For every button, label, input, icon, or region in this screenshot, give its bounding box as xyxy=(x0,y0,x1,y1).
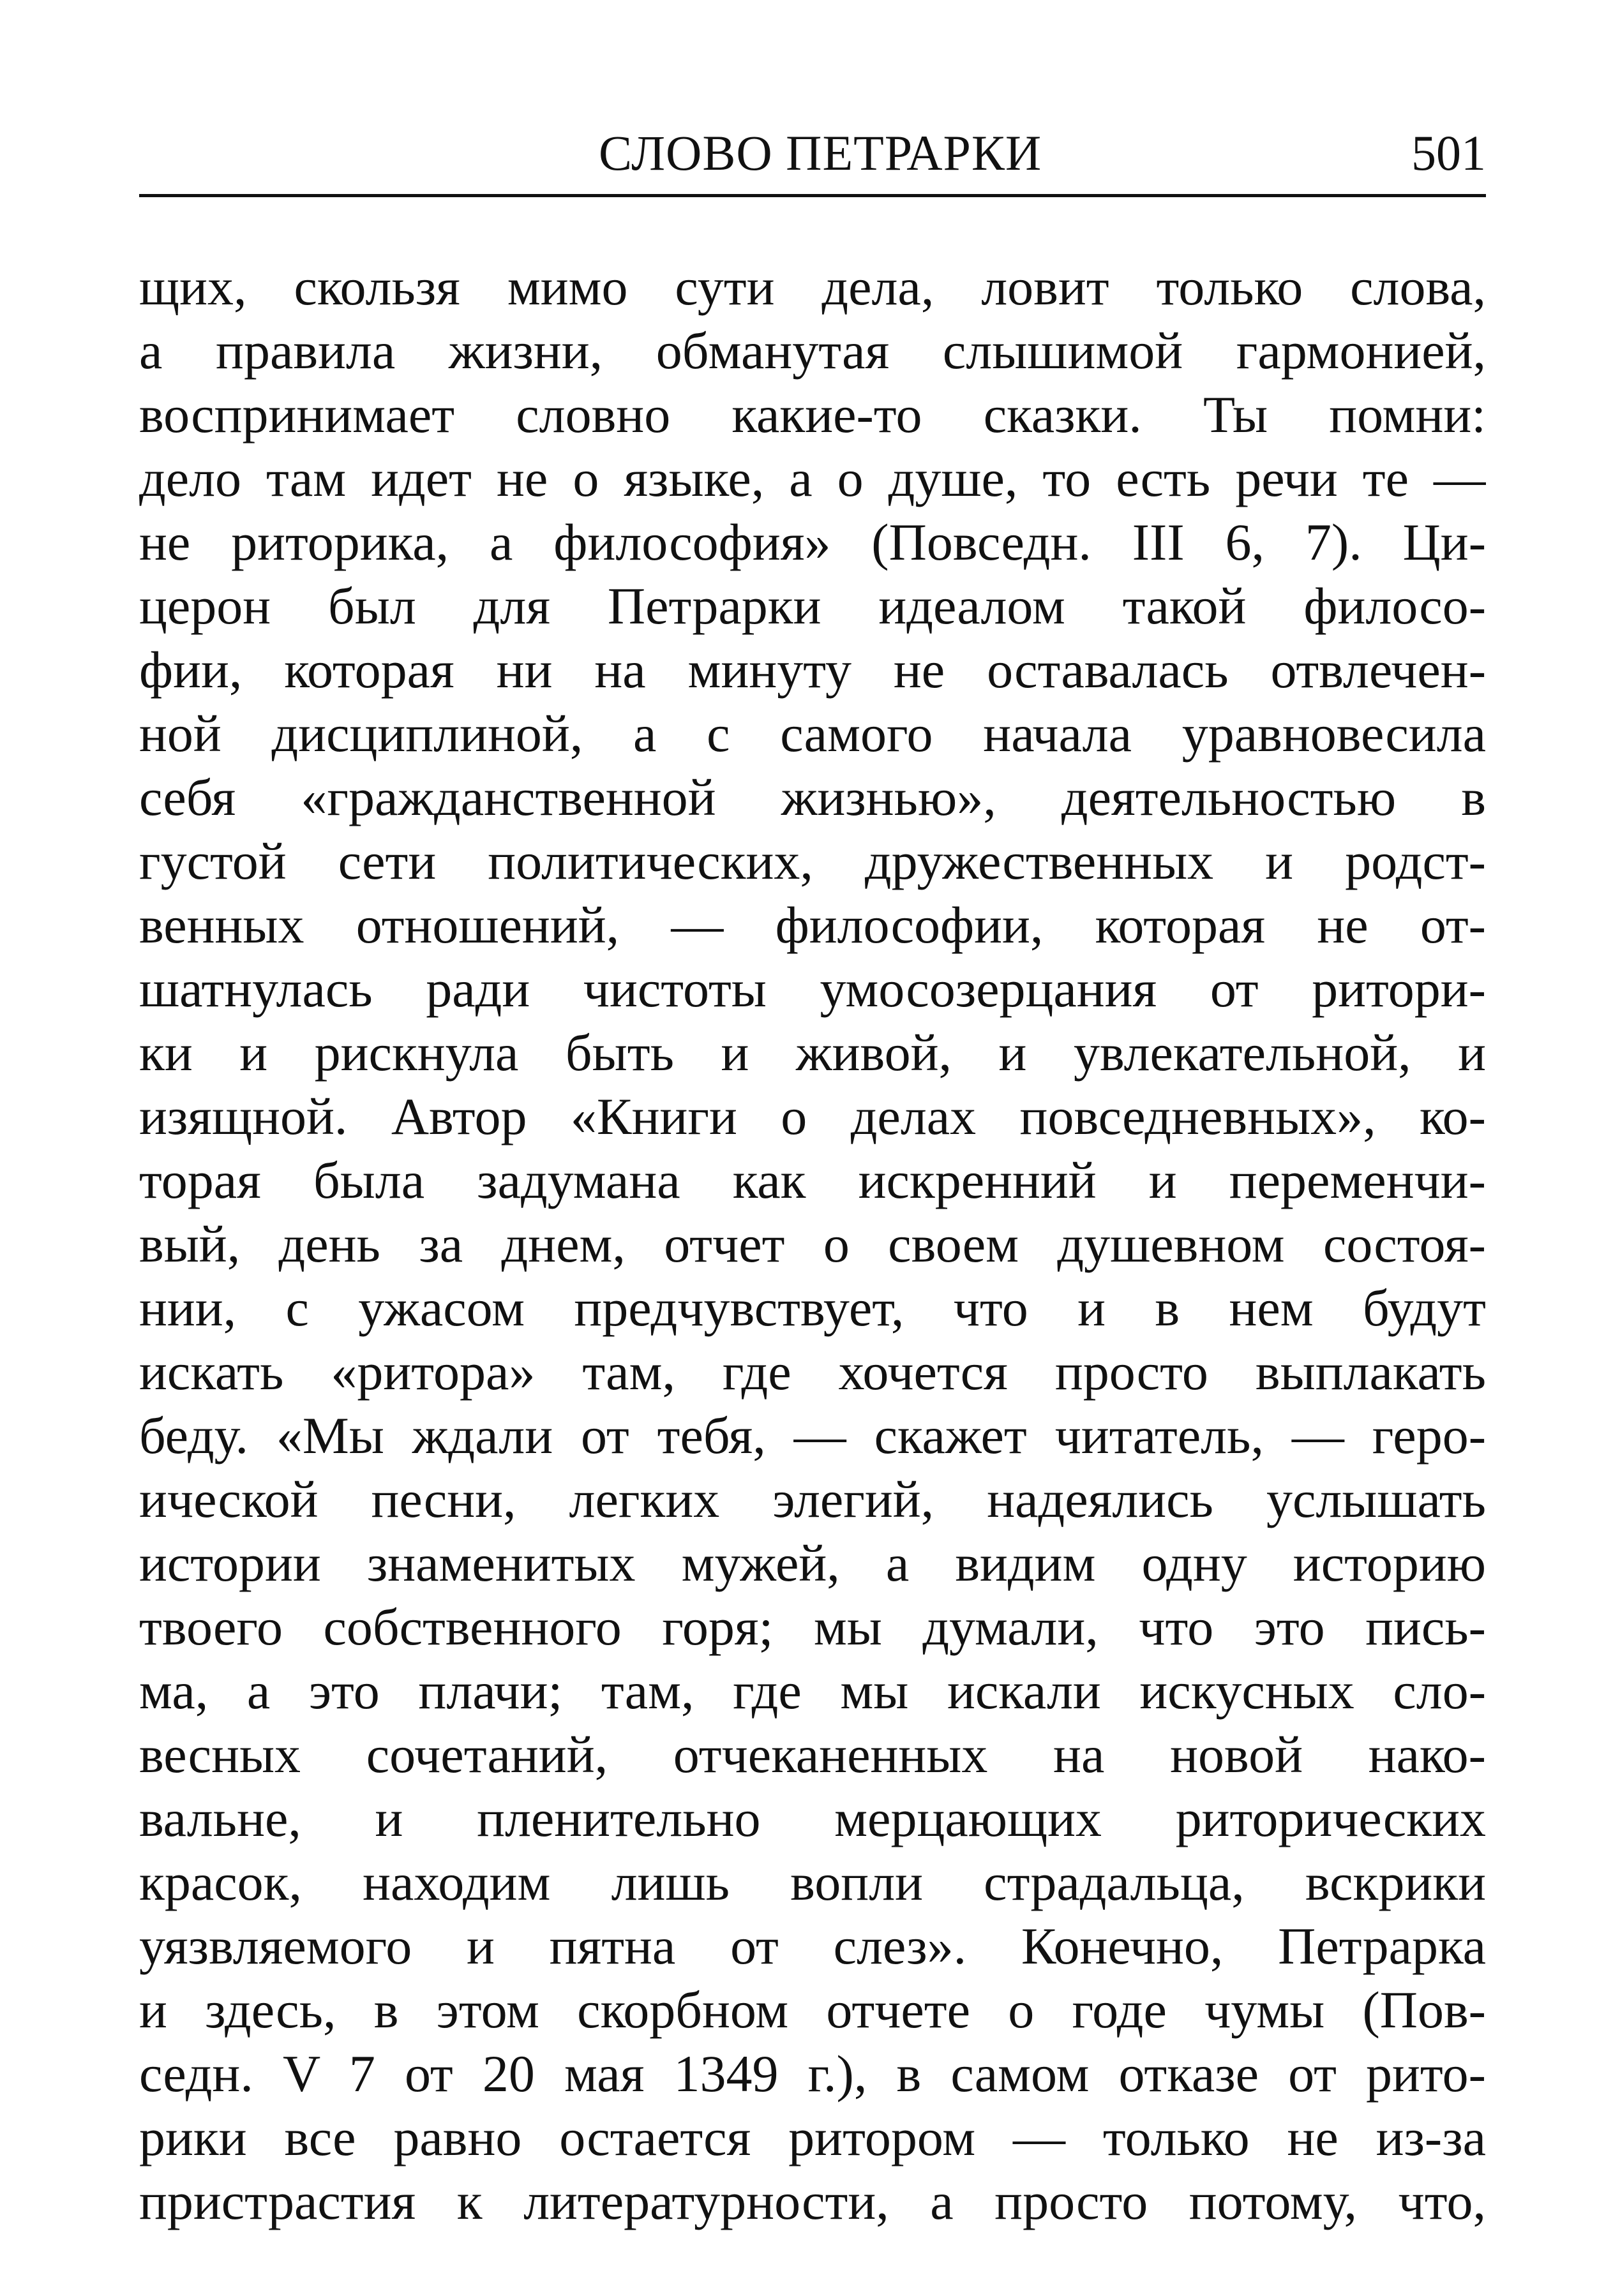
text-line: дело там идет не о языке, а о душе, то есть речи те — xyxy=(139,449,1486,507)
running-title: СЛОВО ПЕТРАРКИ xyxy=(599,125,1042,181)
page-number: 501 xyxy=(1411,125,1486,181)
text-line: венных отношений, — философии, которая не от- xyxy=(139,896,1486,954)
text-line: твоего собственного горя; мы думали, что это пись- xyxy=(139,1598,1486,1656)
text-line: рики все равно остается ритором — только не из-за xyxy=(139,2108,1486,2166)
running-header xyxy=(139,121,1486,191)
text-line: густой сети политических, дружественных и родст- xyxy=(139,832,1486,890)
text-line: не риторика, а философия» (Повседн. III 6, 7). Ци- xyxy=(139,513,1486,571)
text-line: себя «гражданственной жизнью», деятельностью в xyxy=(139,768,1486,826)
text-line: пристрастия к литературности, а просто потому, что, xyxy=(139,2172,1486,2230)
body-text xyxy=(139,255,1486,2233)
text-line: уязвляемого и пятна от слез». Конечно, Петрарка xyxy=(139,1917,1486,1975)
text-line: фии, которая ни на минуту не оставалась отвлечен- xyxy=(139,641,1486,699)
text-line: церон был для Петрарки идеалом такой филосо- xyxy=(139,577,1486,635)
text-line: истории знаменитых мужей, а видим одну историю xyxy=(139,1534,1486,1592)
text-line: красок, находим лишь вопли страдальца, вскрики xyxy=(139,1853,1486,1911)
text-line: ки и рискнула быть и живой, и увлекательной, и xyxy=(139,1024,1486,1082)
text-line: и здесь, в этом скорбном отчете о годе чумы (Пов- xyxy=(139,1981,1486,2039)
text-line: вый, день за днем, отчет о своем душевном состоя- xyxy=(139,1215,1486,1273)
text-line: щих, скользя мимо сути дела, ловит только слова, xyxy=(139,258,1486,316)
text-line: весных сочетаний, отчеканенных на новой нако- xyxy=(139,1726,1486,1784)
text-line: изящной. Автор «Книги о делах повседневных», ко- xyxy=(139,1087,1486,1145)
text-line: ной дисциплиной, а с самого начала уравновесила xyxy=(139,704,1486,763)
text-line: нии, с ужасом предчувствует, что и в нем будут xyxy=(139,1279,1486,1337)
text-line: вальне, и пленительно мерцающих риторических xyxy=(139,1789,1486,1847)
text-line: воспринимает словно какие-то сказки. Ты помни: xyxy=(139,385,1486,444)
text-line: ма, а это плачи; там, где мы искали искусных сло- xyxy=(139,1662,1486,1720)
text-line: шатнулась ради чистоты умосозерцания от ритори- xyxy=(139,960,1486,1018)
text-line: седн. V 7 от 20 мая 1349 г.), в самом отказе от рито- xyxy=(139,2045,1486,2103)
text-line: торая была задумана как искренний и переменчи- xyxy=(139,1151,1486,1209)
text-line: искать «ритора» там, где хочется просто выплакать xyxy=(139,1343,1486,1401)
header-rule xyxy=(139,194,1486,197)
text-line: беду. «Мы ждали от тебя, — скажет читатель, — геро- xyxy=(139,1406,1486,1465)
text-line: ической песни, легких элегий, надеялись услышать xyxy=(139,1470,1486,1528)
text-line: а правила жизни, обманутая слышимой гармонией, xyxy=(139,322,1486,380)
